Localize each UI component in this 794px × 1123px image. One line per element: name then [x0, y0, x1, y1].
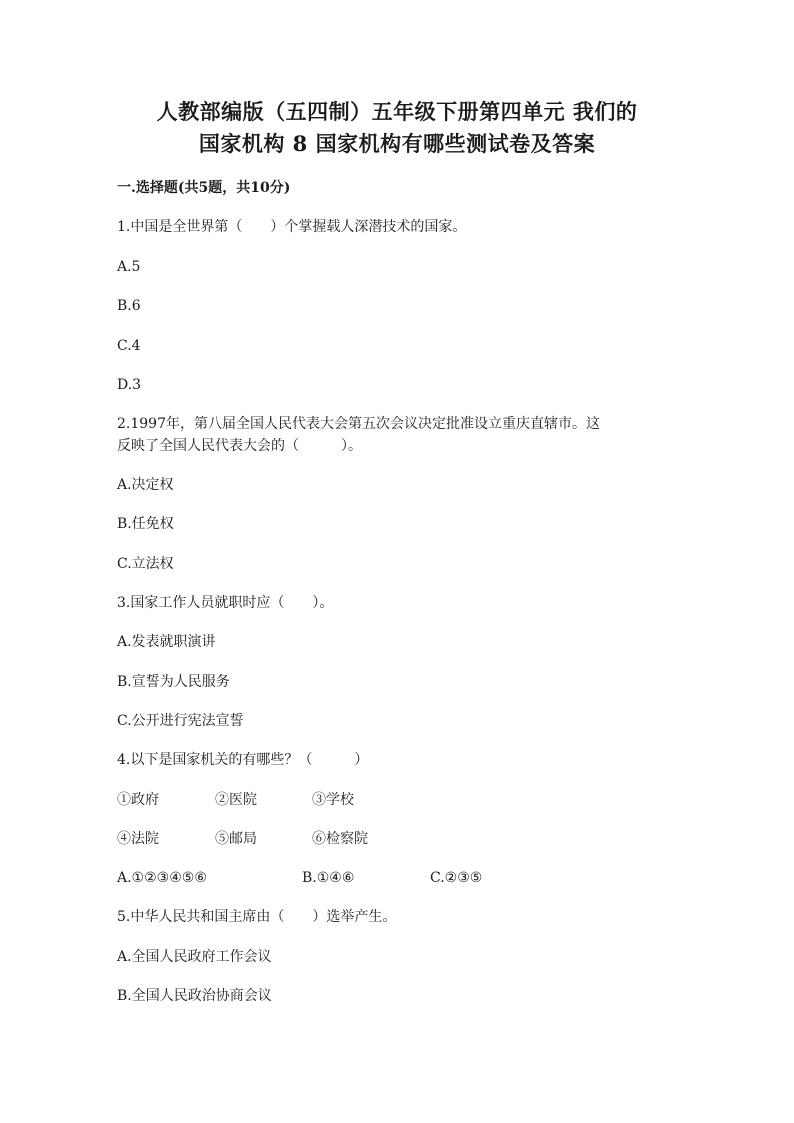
question-4-item-1: ①政府: [117, 792, 159, 808]
section-heading: 一.选择题(共5题，共10分): [117, 180, 291, 196]
question-4-item-2: ②医院: [215, 792, 257, 808]
question-1-option-c: C.4: [117, 338, 141, 354]
question-4-stem: 4.以下是国家机关的有哪些？（ ）: [117, 752, 369, 768]
document-title-line-2: 国家机构 8 国家机构有哪些测试卷及答案: [198, 131, 596, 156]
question-4-item-3: ③学校: [312, 792, 354, 808]
question-4-item-4: ④法院: [117, 831, 159, 847]
question-2-option-c: C.立法权: [117, 556, 174, 572]
question-4-item-5: ⑤邮局: [215, 831, 257, 847]
question-2-stem-line-2: 反映了全国人民代表大会的（ ）。: [117, 438, 362, 454]
question-3-stem: 3.国家工作人员就职时应（ ）。: [117, 595, 334, 611]
question-1-option-b: B.6: [117, 298, 141, 314]
question-3-option-b: B.宣誓为人民服务: [117, 674, 230, 690]
question-1-option-d: D.3: [117, 377, 142, 393]
document-title-line-1: 人教部编版（五四制）五年级下册第四单元 我们的: [156, 99, 638, 124]
question-2-option-a: A.决定权: [117, 477, 174, 493]
question-4-item-6: ⑥检察院: [312, 831, 368, 847]
question-4-option-b: B.①④⑥: [302, 870, 355, 886]
question-4-option-a: A.①②③④⑤⑥: [117, 870, 207, 886]
question-4-option-c: C.②③⑤: [430, 870, 483, 886]
question-1-option-a: A.5: [117, 259, 141, 275]
question-1-stem: 1.中国是全世界第（ ）个掌握载人深潜技术的国家。: [117, 219, 467, 235]
question-5-stem: 5.中华人民共和国主席由（ ）选举产生。: [117, 909, 397, 925]
question-2-option-b: B.任免权: [117, 516, 174, 532]
question-5-option-a: A.全国人民政府工作会议: [117, 949, 272, 965]
question-2-stem-line-1: 2.1997年，第八届全国人民代表大会第五次会议决定批准设立重庆直辖市。这: [117, 416, 600, 432]
question-3-option-a: A.发表就职演讲: [117, 634, 216, 650]
question-5-option-b: B.全国人民政治协商会议: [117, 988, 272, 1004]
question-3-option-c: C.公开进行宪法宣誓: [117, 713, 244, 729]
